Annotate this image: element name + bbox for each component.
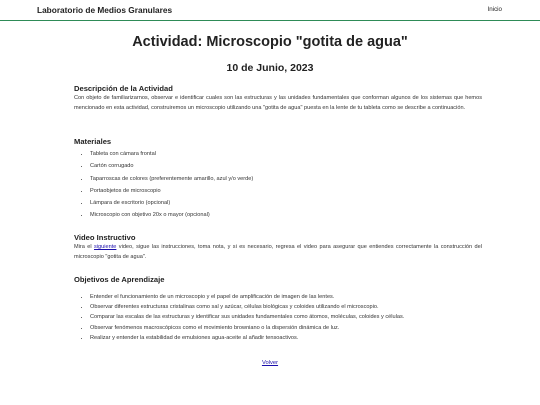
video-section	[74, 233, 482, 262]
list-item: • Entender el funcionamiento de un microscopio y el papel de amplificación de imagen de las lentes.	[90, 292, 482, 302]
description-section	[74, 84, 482, 113]
nav-home-link[interactable]: Inicio	[487, 6, 502, 13]
back-link[interactable]: Volver	[261, 360, 279, 366]
video-link[interactable]: siguiente	[94, 244, 117, 250]
list-item: • Observar fenómenos macroscópicos como el movimiento browniano o la dispersión dinámica de luz.	[90, 323, 482, 333]
list-item: • Comparar las escalas de las estructuras y identificar sus unidades fundamentales como átomos, moléculas, coloides y células.	[90, 312, 482, 322]
list-item: • Microscopio con objetivo 20x o mayor (opcional)	[90, 209, 482, 221]
video-text	[74, 243, 482, 262]
page-date: 10 de Junio, 2023	[226, 62, 314, 74]
back-container	[0, 360, 540, 366]
top-navbar	[0, 0, 540, 21]
description-heading: Descripción de la Actividad	[74, 84, 173, 93]
video-text-after: video, sigue las instrucciones, toma nota, y si es necesario, regresa el video para asegurar que entiendes correctamente la construcción del microscopio "gotita de agua".	[74, 244, 483, 260]
objectives-list	[74, 292, 482, 343]
list-item: • Taparroscas de colores (preferentemente amarillo, azul y/o verde)	[90, 173, 482, 185]
materials-heading: Materiales	[74, 137, 112, 146]
materials-list	[74, 148, 482, 222]
list-item: • Cartón corrugado	[90, 160, 482, 172]
description-text: Con objeto de familiarizarnos, observar e identificar cuales son las estructuras y las unidades fundamentales que conforman algunos de los sistemas que hemos mencionado en esta actividad, construiremos un microscopio utilizando una "gotita de agua" puesta en la lente de tu tableta como se describe a continuación.	[74, 95, 482, 111]
materials-section	[74, 137, 482, 222]
video-text-before: Mira el	[74, 244, 94, 250]
site-brand[interactable]: Laboratorio de Medios Granulares	[37, 5, 173, 15]
list-item: • Portaobjetos de microscopio	[90, 185, 482, 197]
page-title: Actividad: Microscopio "gotita de agua"	[132, 34, 408, 50]
list-item: • Lámpara de escritorio (opcional)	[90, 197, 482, 209]
list-item: • Tableta con cámara frontal	[90, 148, 482, 160]
objectives-section	[74, 275, 482, 343]
objectives-heading: Objetivos de Aprendizaje	[74, 275, 165, 284]
list-item: • Realizar y entender la estabilidad de emulsiones agua-aceite al añadir tensoactivos.	[90, 333, 482, 343]
video-heading: Video Instructivo	[74, 233, 136, 242]
list-item: • Observar diferentes estructuras cristalinas como sal y azúcar, células biológicas y coloides utilizando el microscopio.	[90, 302, 482, 312]
